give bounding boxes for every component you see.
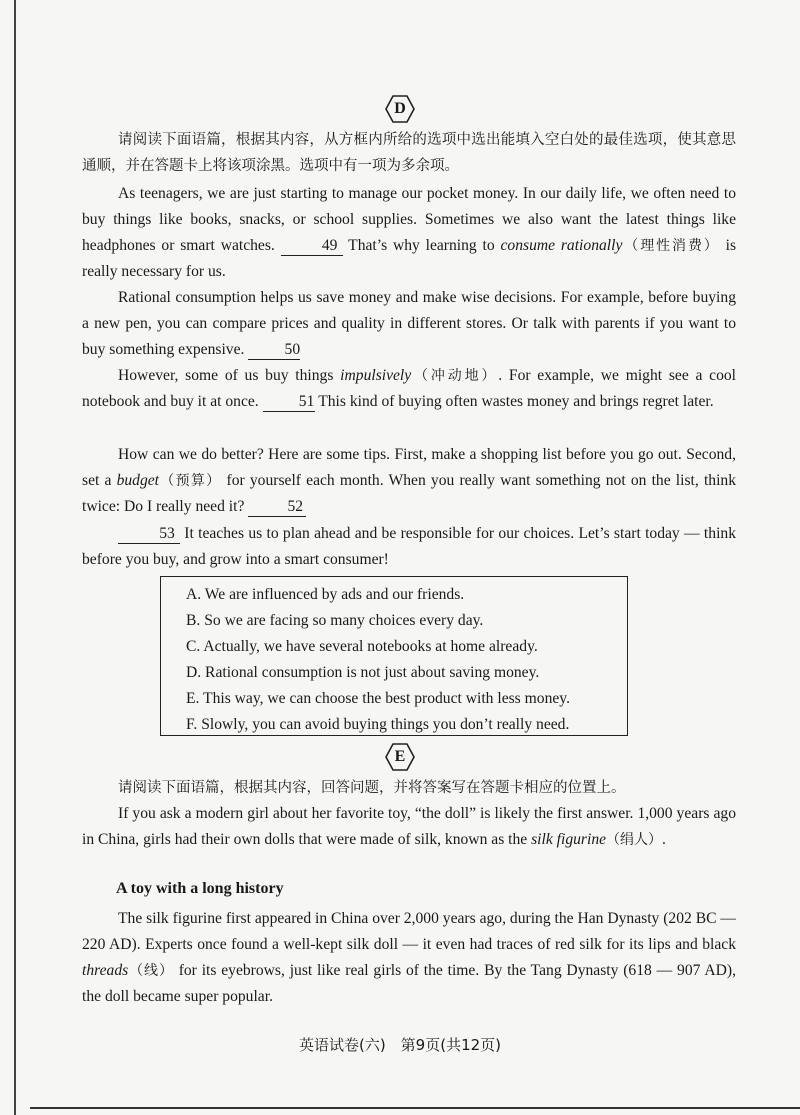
term-impulsively: impulsively — [340, 367, 412, 384]
blank-50[interactable]: 50 — [248, 341, 300, 360]
page-footer: 英语试卷(六) 第9页(共12页) — [298, 1036, 502, 1054]
section-e-badge — [385, 742, 415, 772]
section-e-paragraph-1: If you ask a modern girl about her favorite toy, “the doll” is likely the first answer. 1,000 years ago in China, girls had their own dolls that were made of silk, known as the silk figurine（绢人）. — [82, 805, 736, 848]
option-c[interactable]: C. Actually, we have several notebooks at home already. — [186, 638, 538, 655]
term-budget: budget — [116, 472, 160, 489]
page-left-border — [14, 0, 16, 1115]
term-consume-rationally: consume rationally — [500, 237, 623, 254]
option-d[interactable]: D. Rational consumption is not just about saving money. — [186, 664, 540, 681]
section-e-instruction: 请阅读下面语篇，根据其内容，回答问题，并将答案写在答题卡相应的位置上。 — [118, 780, 626, 796]
option-f[interactable]: F. Slowly, you can avoid buying things you don’t really need. — [186, 716, 570, 733]
section-e-letter: E — [394, 748, 406, 765]
page-bottom-border — [30, 1107, 800, 1109]
term-threads: threads — [82, 962, 129, 979]
section-d-paragraph-4: How can we do better? Here are some tips. First, make a shopping list before you go out. Second, set a budget（预算） for yourself each month. When you really want something not on the list, think twice: Do I really need it? 52 — [82, 446, 736, 515]
section-e-paragraph-2: The silk figurine first appeared in China over 2,000 years ago, during the Han Dynasty (202 BC — 220 AD). Experts once found a well-kept silk doll — it even had traces of red silk for its lips and black threads（线） for its eyebrows, just like real girls of the time. By the Tang Dynasty (618 — 907 AD), the doll became super popular. — [82, 910, 736, 1005]
section-d-paragraph-2: Rational consumption helps us save money and make wise decisions. For example, before buying a new pen, you can compare prices and quality in different stores. Or talk with parents if you want to buy something expensive. 50 — [82, 289, 736, 358]
options-box — [160, 576, 628, 736]
section-d-paragraph-5: 53 It teaches us to plan ahead and be responsible for our choices. Let’s start today — think before you buy, and grow into a smart consumer! — [82, 525, 736, 568]
section-d-instruction: 请阅读下面语篇，根据其内容，从方框内所给的选项中选出能填入空白处的最佳选项，使其意思通顺，并在答题卡上将该项涂黑。选项中有一项为多余项。 — [82, 132, 736, 174]
blank-51[interactable]: 51 — [263, 393, 315, 412]
blank-49[interactable]: 49 — [281, 237, 343, 256]
option-a[interactable]: A. We are influenced by ads and our friends. — [186, 586, 465, 603]
section-d-letter: D — [394, 100, 406, 117]
blank-53[interactable]: 53 — [118, 525, 180, 544]
subheading: A toy with a long history — [116, 880, 284, 897]
section-d-badge — [385, 94, 415, 124]
term-silk-figurine: silk figurine — [531, 831, 607, 848]
option-b[interactable]: B. So we are facing so many choices every day. — [186, 612, 484, 629]
section-d-paragraph-3: However, some of us buy things impulsively（冲动地）. For example, we might see a cool notebook and buy it at once. 51 This kind of buying often wastes money and brings regret later. — [82, 367, 736, 410]
option-e[interactable]: E. This way, we can choose the best product with less money. — [186, 690, 570, 707]
section-d-paragraph-1: As teenagers, we are just starting to manage our pocket money. In our daily life, we often need to buy things like books, snacks, or school supplies. Sometimes we also want the latest things like headphones or smart watches. 49 That’s why learning to consume rationally（理性消费） is really necessary for us. — [82, 185, 737, 280]
blank-52[interactable]: 52 — [248, 498, 306, 517]
